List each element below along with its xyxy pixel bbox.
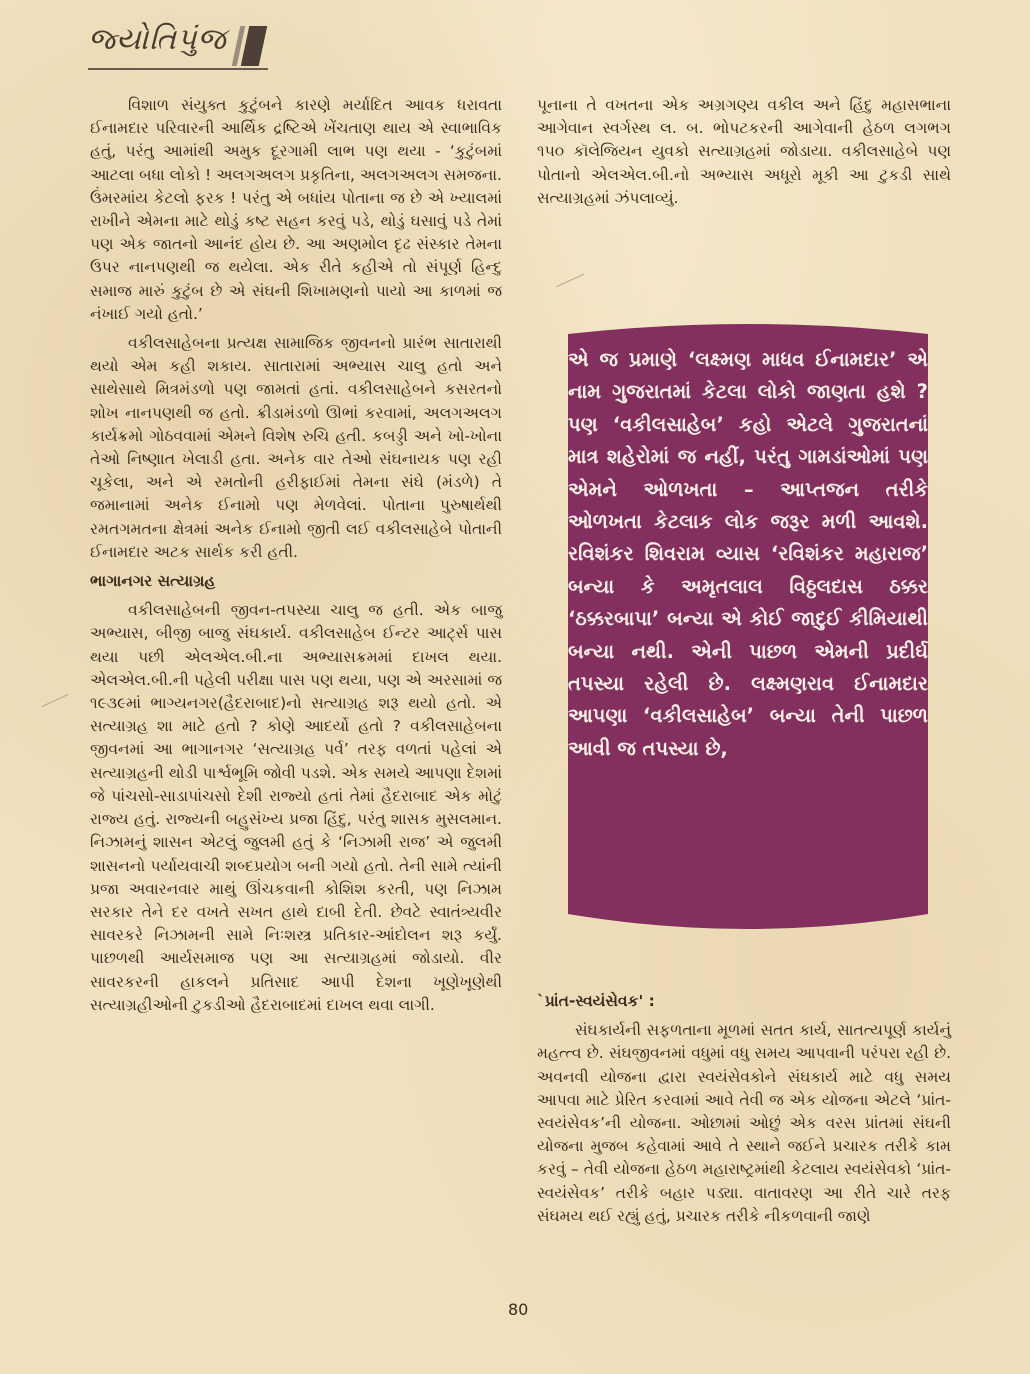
right-column-top: [537, 94, 951, 216]
left-paragraph-3: વકીલસાહેબની જીવન-તપસ્યા ચાલુ જ હતી. એક બાજુ અભ્યાસ, બીજી બાજુ સંઘકાર્ય. વકીલસાહેબ ઈન્ટર આર્ટ્સ પાસ થયા પછી એલએલ.બી.ના અભ્યાસક્રમમાં દાખલ થયા. એલએલ.બી.ની પહેલી પરીક્ષા પાસ પણ થયા, પણ એ અરસામાં જ ૧૯૩૯માં ભાગ્યનગર(હૈદરાબાદ)નો સત્યાગ્રહ શરૂ થયો હતો. એ સત્યાગ્રહ શા માટે હતો ? કોણે આદર્યો હતો ? વકીલસાહેબના જીવનમાં આ ભાગાનગર ‘સત્યાગ્રહ પર્વ’ તરફ વળતાં પહેલાં એ સત્યાગ્રહની થોડી પાર્શ્વભૂમિ જોવી પડશે. એક સમયે આપણા દેશમાં જે પાંચસો-સાડાપાંચસો દેશી રાજ્યો હતાં તેમાં હૈદરાબાદ એક મોટું રાજ્ય હતું. રાજ્યની બહુસંખ્ય પ્રજા હિંદુ, પરંતુ શાસક મુસલમાન. નિઝામનું શાસન એટલું જુલમી હતું કે ‘નિઝામી રાજ’ એ જુલમી શાસનનો પર્યાયવાચી શબ્દપ્રયોગ બની ગયો હતો. તેની સામે ત્યાંની પ્રજા અવારનવાર માથું ઊંચકવાની કોશિશ કરતી, પણ નિઝામ સરકાર તેને દર વખતે સખત હાથે દાબી દેતી. છેવટે સ્વાતંત્ર્યવીર સાવરકરે નિઝામની સામે નિઃશસ્ત્ર પ્રતિકાર-આંદોલન શરૂ કર્યું. પાછળથી આર્યસમાજ પણ આ સત્યાગ્રહમાં જોડાયો. વીર સાવરકરની હાકલને પ્રતિસાદ આપી દેશના ખૂણેખૂણેથી સત્યાગ્રહીઓની ટુકડીઓ હૈદરાબાદમાં દાખલ થવા લાગી.: [90, 601, 502, 1014]
header-underline: [88, 68, 268, 70]
right-column-bottom: [537, 990, 951, 1234]
left-paragraph-1: વિશાળ સંયુક્ત કુટુંબને કારણે મર્યાદિત આવક ધરાવતા ઈનામદાર પરિવારની આર્થિક દ્રષ્ટિએ ખેંચતાણ થાય એ સ્વાભાવિક હતું, પરંતુ આમાંથી અમુક દૂરગામી લાભ પણ થયા - ‘કુટુંબમાં આટલા બધા લોકો ! અલગઅલગ પ્રકૃતિના, અલગઅલગ સમજના. ઉંમરમાંય કેટલો ફરક ! પરંતુ એ બધાંય પોતાના જ છે એ ખ્યાલમાં રાખીને એમના માટે થોડું કષ્ટ સહન કરવું પડે, થોડું ઘસાવું પડે તેમાં પણ એક જાતનો આનંદ હોય છે. આ અણમોલ દૃઢ સંસ્કાર તેમના ઉપર નાનપણથી જ થયેલા. એક રીતે કહીએ તો સંપૂર્ણ હિન્દુ સમાજ મારું કુટુંબ છે એ સંઘની શિખામણનો પાયો આ કાળમાં જ નંખાઈ ગયો હતો.’: [90, 96, 502, 323]
page-header: [88, 22, 288, 72]
subheading-bhaganagar: ભાગાનગર સત્યાગ્રહ: [90, 572, 216, 591]
section-title: જ્યોતિપુંજ: [88, 22, 227, 57]
left-paragraph-2: વકીલસાહેબના પ્રત્યક્ષ સામાજિક જીવનનો પ્રારંભ સાતારાથી થયો એમ કહી શકાય. સાતારામાં અભ્યાસ ચાલુ હતો અને સાથેસાથે મિત્રમંડળો પણ જામતાં હતાં. વકીલસાહેબને કસરતનો શોખ નાનપણથી જ હતો. ક્રીડામંડળો ઊભાં કરવામાં, અલગઅલગ કાર્યક્રમો ગોઠવવામાં એમને વિશેષ રુચિ હતી. કબડ્ડી અને ખો-ખોના તેઓ નિષ્ણાત ખેલાડી હતા. અનેક વાર તેઓ સંઘનાયક પણ રહી ચૂકેલા, અને એ રમતોની હરીફાઈમાં તેમના સંઘે (મંડળે) તે જમાનામાં અનેક ઈનામો પણ મેળવેલાં. પોતાના પુરુષાર્થથી રમતગમતના ક્ષેત્રમાં અનેક ઈનામો જીતી લઈ વકીલસાહેબે પોતાની ઈનામદાર અટક સાર્થક કરી હતી.: [90, 334, 502, 561]
right-paragraph-1: પૂનાના તે વખતના એક અગ્રગણ્ય વકીલ અને હિંદુ મહાસભાના આગેવાન સ્વર્ગસ્થ લ. બ. ભોપટકરની આગેવાની હેઠળ લગભગ ૧૫૦ કૉલેજિયન યુવકો સત્યાગ્રહમાં જોડાયા. વકીલસાહેબે પણ પોતાનો એલએલ.બી.નો અભ્યાસ અધૂરો મૂકી આ ટુકડી સાથે સત્યાગ્રહમાં ઝંપલાવ્યું.: [537, 96, 951, 207]
subheading-prant-swayamsevak: `પ્રાંત-સ્વયંસેવક' :: [537, 992, 655, 1010]
pull-quote-text: એ જ પ્રમાણે ‘લક્ષ્મણ માધવ ઈનામદાર’ એ નામ ગુજરાતમાં કેટલા લોકો જાણતા હશે ? પણ ‘વકીલસાહેબ’ કહો એટલે ગુજરાતનાં માત્ર શહેરોમાં જ નહીં, પરંતુ ગામડાંઓમાં પણ એમને ઓળખતા – આપ્તજન તરીકે ઓળખતા કેટલાક લોક જરૂર મળી આવશે. રવિશંકર શિવરામ વ્યાસ ‘રવિશંકર મહારાજ’ બન્યા કે અમૃતલાલ વિઠ્ઠલદાસ ઠક્કર ‘ઠક્કરબાપા’ બન્યા એ કોઈ જાદુઈ કીમિયાથી બન્યા નથી. એની પાછળ એમની પ્રદીર્ઘ તપસ્યા રહેલી છે. લક્ષ્મણરાવ ઈનામદાર આપણા ‘વકીલસાહેબ’ બન્યા તેની પાછળ આવી જ તપસ્યા છે,: [568, 348, 928, 760]
left-column: [90, 94, 502, 1023]
paper-scratch: [41, 694, 69, 708]
right-paragraph-2: સંઘકાર્યની સફળતાના મૂળમાં સતત કાર્ય, સાતત્યપૂર્ણ કાર્યનું મહત્ત્વ છે. સંઘજીવનમાં વધુમાં વધુ સમય આપવાની પરંપરા રહી છે. અવનવી યોજના દ્વારા સ્વયંસેવકોને સંઘકાર્ય માટે વધુ સમય આપવા માટે પ્રેરિત કરવામાં આવે તેવી જ એક યોજના એટલે ‘પ્રાંત-સ્વયંસેવક’ની યોજના. ઓછામાં ઓછું એક વરસ પ્રાંતમાં સંઘની યોજના મુજબ કહેવામાં આવે તે સ્થાને જઈને પ્રચારક તરીકે કામ કરવું – તેવી યોજના હેઠળ મહારાષ્ટ્રમાંથી કેટલાય સ્વયંસેવકો ‘પ્રાંત-સ્વયંસેવક’ તરીકે બહાર પડ્યા. વાતાવરણ આ રીતે ચારે તરફ સંઘમય થઈ રહ્યું હતું, પ્રચારક તરીકે નીકળવાની જાણે: [537, 1021, 951, 1225]
paper-scratch: [556, 274, 584, 288]
pull-quote-box: [548, 314, 948, 934]
page-number: 80: [508, 1300, 529, 1319]
